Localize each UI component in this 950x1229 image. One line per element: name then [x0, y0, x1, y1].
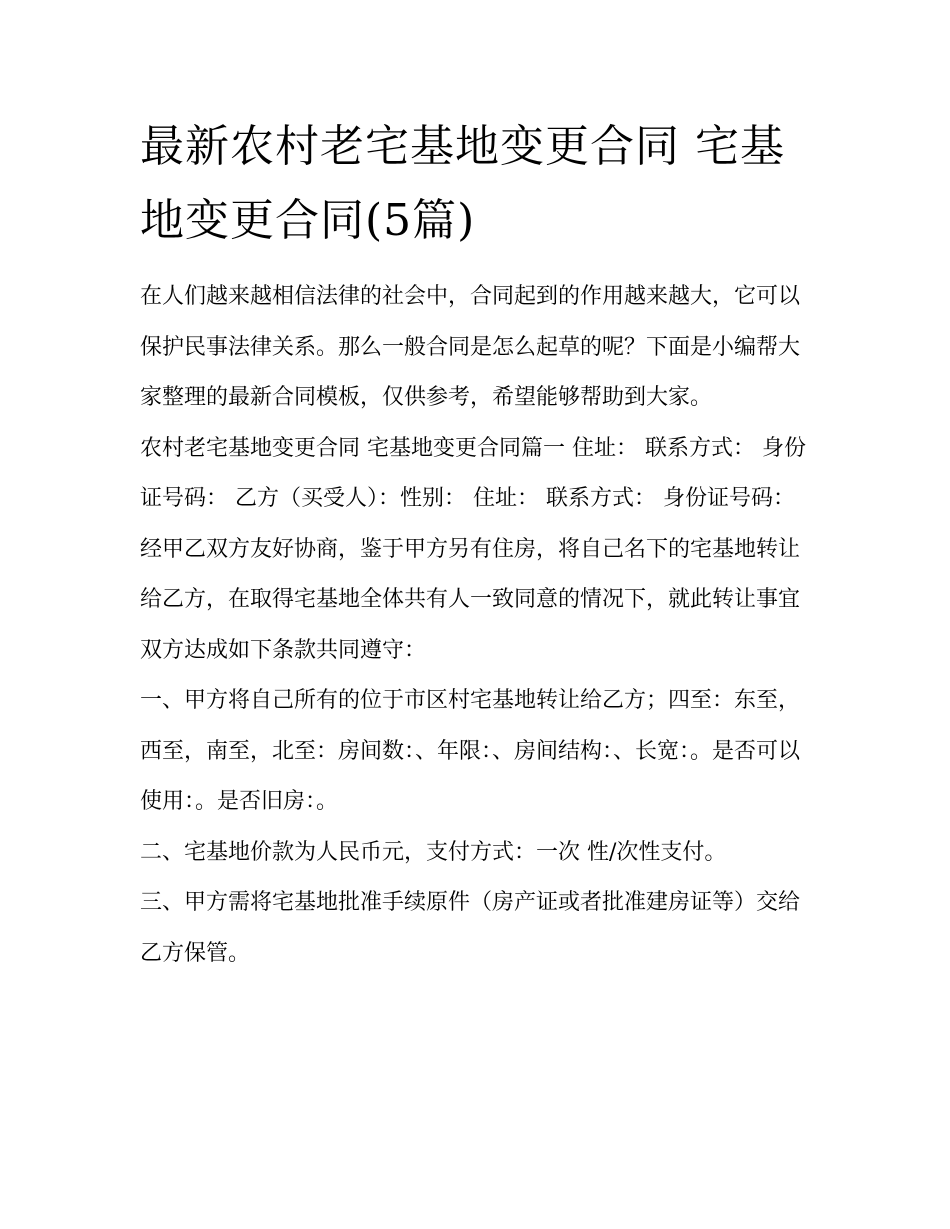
document-title: 最新农村老宅基地变更合同 宅基地变更合同(5篇)	[140, 121, 785, 246]
document-body	[140, 272, 820, 979]
paragraph-clause-2: 二、宅基地价款为人民币元，支付方式：一次 性/次性支付。	[140, 839, 727, 865]
paragraph-agreement-preamble: 经甲乙双方友好协商，鉴于甲方另有住房，将自己名下的宅基地转让给乙方，在取得宅基地全体共有人一致同意的情况下，就此转让事宜双方达成如下条款共同遵守：	[140, 536, 801, 663]
paragraph-intro: 在人们越来越相信法律的社会中，合同起到的作用越来越大，它可以保护民事法律关系。那么一般合同是怎么起草的呢？下面是小编帮大家整理的最新合同模板，仅供参考，希望能够帮助到大家。	[140, 284, 801, 410]
paragraph-party-info: 农村老宅基地变更合同 宅基地变更合同篇一 住址： 联系方式： 身份证号码： 乙方（买受人）：性别： 住址： 联系方式： 身份证号码：	[140, 435, 806, 511]
paragraph-clause-3: 三、甲方需将宅基地批准手续原件（房产证或者批准建房证等）交给乙方保管。	[140, 890, 801, 966]
document-content	[140, 110, 820, 979]
paragraph-clause-1: 一、甲方将自己所有的位于市区村宅基地转让给乙方；四至：东至，西至，南至，北至：房间数：、年限：、房间结构：、长宽：。是否可以使用：。是否旧房：。	[140, 688, 801, 814]
